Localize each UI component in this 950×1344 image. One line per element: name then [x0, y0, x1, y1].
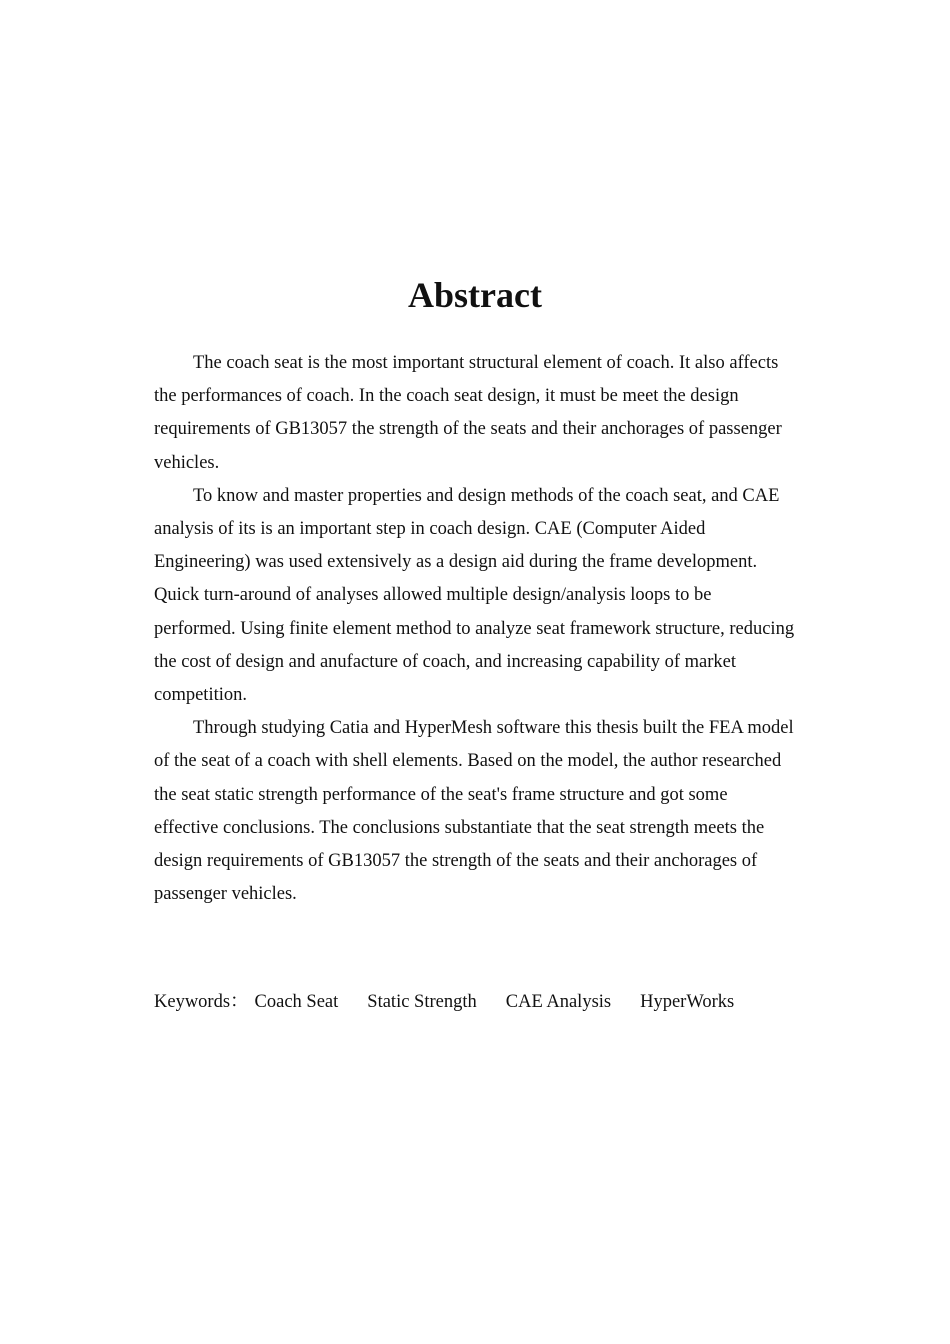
- keywords-label: Keywords：: [154, 992, 249, 1012]
- abstract-body: [154, 347, 796, 911]
- keywords-line: [154, 986, 804, 1019]
- keyword-item: CAE Analysis: [505, 992, 612, 1012]
- abstract-paragraph-1: The coach seat is the most important structural element of coach. It also affects the performances of coach. In the coach seat design, it must be meet the design requirements of GB13057 the strength of the seats and their anchorages of passenger vehicles.: [154, 353, 782, 473]
- abstract-paragraph-2: To know and master properties and design methods of the coach seat, and CAE analysis of its is an important step in coach design. CAE (Computer Aided Engineering) was used extensively as a design aid during the frame development. Quick turn-around of analyses allowed multiple design/analysis loops to be performed. Using finite element method to analyze seat framework structure, reducing the cost of design and anufacture of coach, and increasing capability of market competition.: [154, 485, 795, 706]
- abstract-paragraph-3: Through studying Catia and HyperMesh software this thesis built the FEA model of the seat of a coach with shell elements. Based on the model, the author researched the seat static strength performance of the seat's frame structure and got some effective conclusions. The conclusions substantiate that the seat strength meets the design requirements of GB13057 the strength of the seats and their anchorages of passenger vehicles.: [154, 718, 794, 905]
- keyword-item: Coach Seat: [254, 992, 339, 1012]
- keyword-item: Static Strength: [367, 992, 477, 1012]
- keyword-item: HyperWorks: [640, 992, 735, 1012]
- page-title: Abstract: [408, 275, 542, 315]
